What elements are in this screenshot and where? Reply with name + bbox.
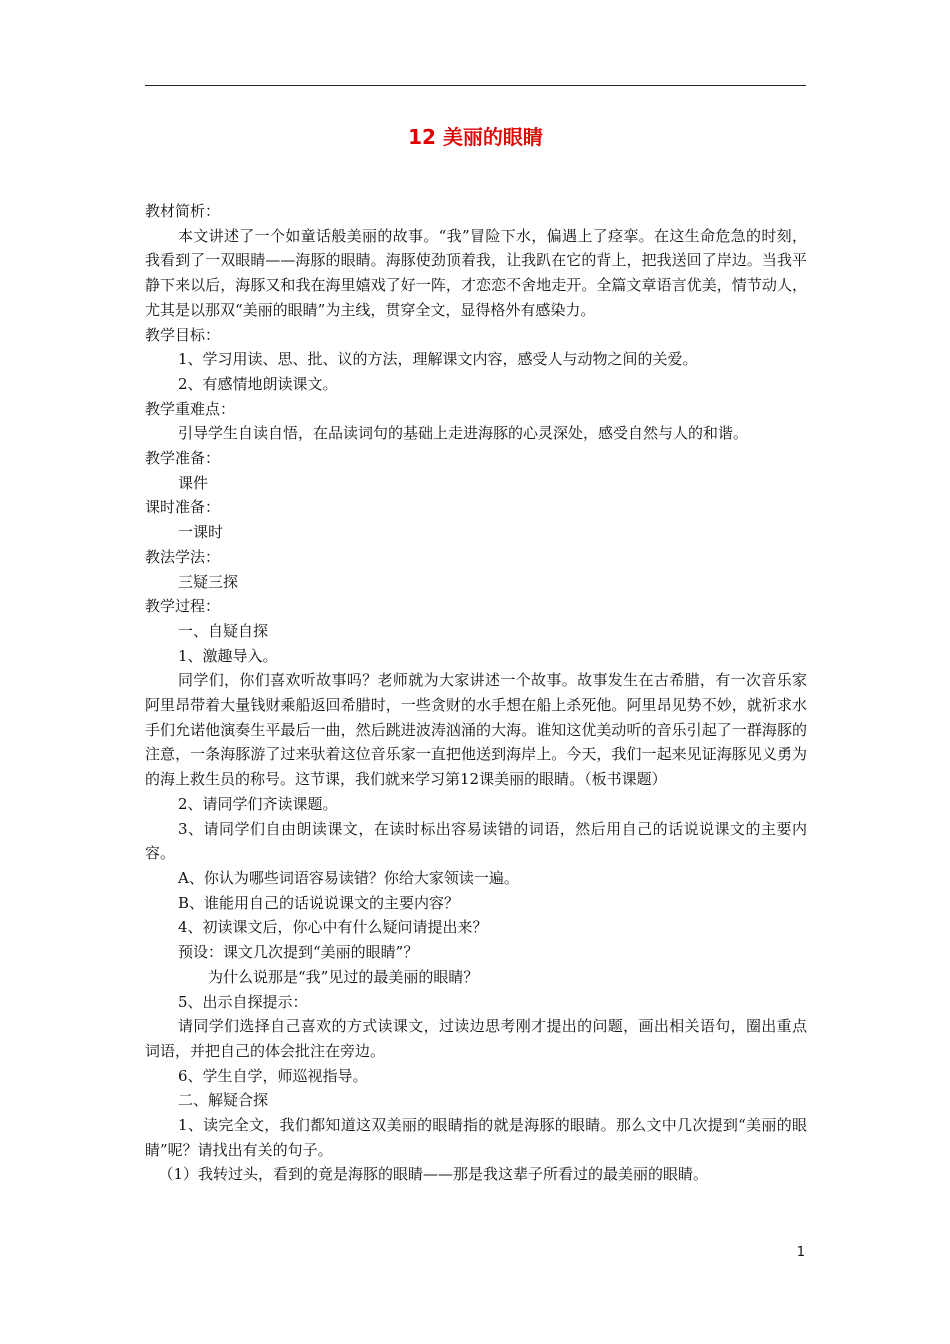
paragraph: 1、读完全文，我们都知道这双美丽的眼睛指的就是海豚的眼睛。那么文中几次提到“美丽的眼睛”呢？请找出有关的句子。 [145,1116,807,1159]
header-rule [145,85,806,86]
section-heading: 教法学法： [145,547,221,566]
section-heading: 教学目标： [145,325,221,344]
section-heading: 教材简析： [145,202,221,220]
paragraph: 预设：课文几次提到“美丽的眼睛”？ [178,943,419,962]
paragraph: 为什么说那是“我”见过的最美丽的眼睛？ [208,967,479,986]
paragraph: 5、出示自探提示： [178,992,308,1011]
document-body [145,199,807,1187]
paragraph: 三疑三探 [178,572,239,591]
paragraph: 4、初读课文后，你心中有什么疑问请提出来？ [178,918,488,937]
paragraph: 二、解疑合探 [178,1091,269,1110]
paragraph: A、你认为哪些词语容易读错？你给大家领读一遍。 [178,868,519,887]
section-heading: 教学准备： [145,449,221,468]
paragraph: 本文讲述了一个如童话般美丽的故事。“我”冒险下水，偏遇上了痉挛。在这生命危急的时刻，我看到了一双眼睛——海豚的眼睛。海豚使劲顶着我，让我趴在它的背上，把我送回了岸边。当我平静下来以后，海豚又和我在海里嬉戏了好一阵，才恋恋不舍地走开。全篇文章语言优美，情节动人，尤其是以那双“美丽的眼睛”为主线，贯穿全文，显得格外有感染力。 [145,226,807,319]
paragraph: 一课时 [178,523,224,542]
paragraph: 一、自疑自探 [178,621,269,640]
section-heading: 教学过程： [145,597,221,616]
paragraph: 引导学生自读自悟，在品读词句的基础上走进海豚的心灵深处，感受自然与人的和谐。 [178,424,749,443]
paragraph: 课件 [178,473,209,492]
paragraph: 1、学习用读、思、批、议的方法，理解课文内容，感受人与动物之间的关爱。 [178,350,698,369]
section-heading: 课时准备： [145,498,221,517]
paragraph: 2、有感情地朗读课文。 [178,374,338,393]
paragraph: 6、学生自学，师巡视指导。 [178,1066,368,1085]
document-title: 12 美丽的眼睛 [408,125,543,149]
paragraph: 3、请同学们自由朗读课文，在读时标出容易读错的词语，然后用自己的话说说课文的主要内容。 [145,819,807,863]
paragraph: （1）我转过头，看到的竟是海豚的眼睛——那是我这辈子所看过的最美丽的眼睛。 [158,1165,709,1184]
paragraph: B、谁能用自己的话说说课文的主要内容？ [178,893,460,912]
paragraph: 1、激趣导入。 [178,646,278,665]
paragraph: 同学们，你们喜欢听故事吗？老师就为大家讲述一个故事。故事发生在古希腊，有一次音乐家阿里昂带着大量钱财乘船返回希腊时，一些贪财的水手想在船上杀死他。阿里昂见势不妙，就祈求水手们允诺他演奏生平最后一曲，然后跳进波涛汹涌的大海。谁知这优美动听的音乐引起了一群海豚的注意，一条海豚游了过来驮着这位音乐家一直把他送到海岸上。今天，我们一起来见证海豚见义勇为的海上救生员的称号。这节课，我们就来学习第12课美丽的眼睛。（板书课题） [145,671,807,789]
paragraph: 请同学们选择自己喜欢的方式读课文，过读边思考刚才提出的问题，画出相关语句，圈出重点词语，并把自己的体会批注在旁边。 [145,1017,807,1060]
paragraph: 2、请同学们齐读课题。 [178,794,338,813]
section-heading: 教学重难点： [145,399,236,418]
page-number: 1 [796,1245,805,1260]
